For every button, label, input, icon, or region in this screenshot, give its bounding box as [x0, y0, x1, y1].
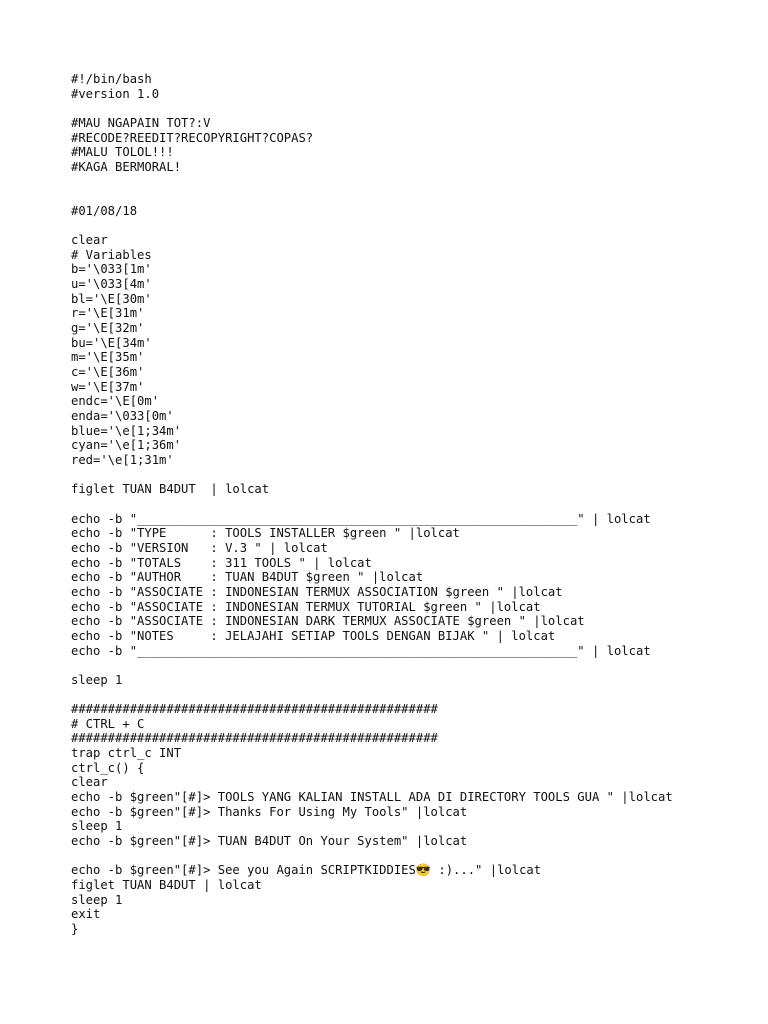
code-line: u='\033[4m' [71, 277, 152, 292]
code-line: bl='\E[30m' [71, 291, 152, 306]
code-line: echo -b "NOTES : JELAJAHI SETIAP TOOLS DENGAN BIJAK " | lolcat [71, 628, 556, 643]
code-line: ctrl_c() { [71, 760, 145, 775]
code-line: echo -b "ASSOCIATE : INDONESIAN DARK TERMUX ASSOCIATE $green " |lolcat [71, 614, 585, 629]
code-line: trap ctrl_c INT [71, 746, 182, 761]
code-line: echo -b "TOTALS : 311 TOOLS " | lolcat [71, 555, 372, 570]
code-line: #01/08/18 [71, 203, 138, 218]
code-line: cyan='\e[1;36m' [71, 438, 182, 453]
script-code-block [71, 72, 673, 937]
code-line [71, 687, 673, 702]
code-line: red='\e[1;31m' [71, 453, 174, 467]
code-line [71, 658, 673, 673]
code-line [71, 189, 673, 204]
code-line: #MAU NGAPAIN TOT?:V [71, 115, 211, 130]
code-line [71, 219, 673, 234]
code-line: #MALU TOLOL!!! [71, 145, 174, 160]
code-line: echo -b $green"[#]> See you Again SCRIPTKIDDIES😎 :)..." |lolcat [71, 863, 542, 878]
code-line [71, 101, 673, 116]
code-line: } [71, 921, 79, 936]
code-line: blue='\e[1;34m' [71, 423, 182, 438]
code-line: bu='\E[34m' [71, 335, 152, 350]
code-line: echo -b $green"[#]> TOOLS YANG KALIAN INSTALL ADA DI DIRECTORY TOOLS GUA " |lolcat [71, 790, 673, 805]
code-line: ################################################## [71, 702, 438, 717]
code-line: exit [71, 907, 101, 922]
code-line: ################################################## [71, 731, 438, 746]
code-line: #RECODE?REEDIT?RECOPYRIGHT?COPAS? [71, 130, 314, 145]
code-line: sleep 1 [71, 892, 123, 907]
code-line: figlet TUAN B4DUT | lolcat [71, 482, 270, 497]
code-line [71, 175, 673, 190]
code-line: # Variables [71, 247, 152, 262]
code-line: #!/bin/bash [71, 72, 152, 86]
code-line: #KAGA BERMORAL! [71, 159, 182, 174]
code-line: echo -b "VERSION : V.3 " | lolcat [71, 540, 328, 555]
code-line: m='\E[35m' [71, 350, 145, 365]
code-line: echo -b "ASSOCIATE : INDONESIAN TERMUX ASSOCIATION $green " |lolcat [71, 584, 563, 599]
code-line: echo -b "AUTHOR : TUAN B4DUT $green " |lolcat [71, 570, 424, 585]
code-line: echo -b "____________________________________________________________" | lolcat [71, 643, 651, 658]
code-line [71, 497, 673, 512]
code-line: #version 1.0 [71, 86, 160, 101]
code-line [71, 468, 673, 483]
code-line: g='\E[32m' [71, 321, 145, 336]
code-line: c='\E[36m' [71, 365, 145, 380]
code-line: echo -b "TYPE : TOOLS INSTALLER $green " |lolcat [71, 526, 460, 541]
code-line: endc='\E[0m' [71, 394, 160, 409]
code-line: # CTRL + C [71, 716, 145, 731]
code-line: echo -b $green"[#]> TUAN B4DUT On Your System" |lolcat [71, 834, 468, 848]
code-line: echo -b $green"[#]> Thanks For Using My Tools" |lolcat [71, 804, 468, 819]
code-line: clear [71, 233, 108, 248]
code-line: enda='\033[0m' [71, 409, 174, 424]
code-line: sleep 1 [71, 819, 123, 834]
code-line: clear [71, 775, 108, 790]
code-line: sleep 1 [71, 672, 123, 687]
code-line: echo -b "ASSOCIATE : INDONESIAN TERMUX TUTORIAL $green " |lolcat [71, 599, 541, 614]
code-line: figlet TUAN B4DUT | lolcat [71, 877, 262, 892]
code-line: echo -b "____________________________________________________________" | lolcat [71, 511, 651, 526]
code-line: b='\033[1m' [71, 262, 152, 277]
code-line: r='\E[31m' [71, 306, 145, 321]
code-line: w='\E[37m' [71, 379, 145, 394]
code-line [71, 849, 673, 864]
